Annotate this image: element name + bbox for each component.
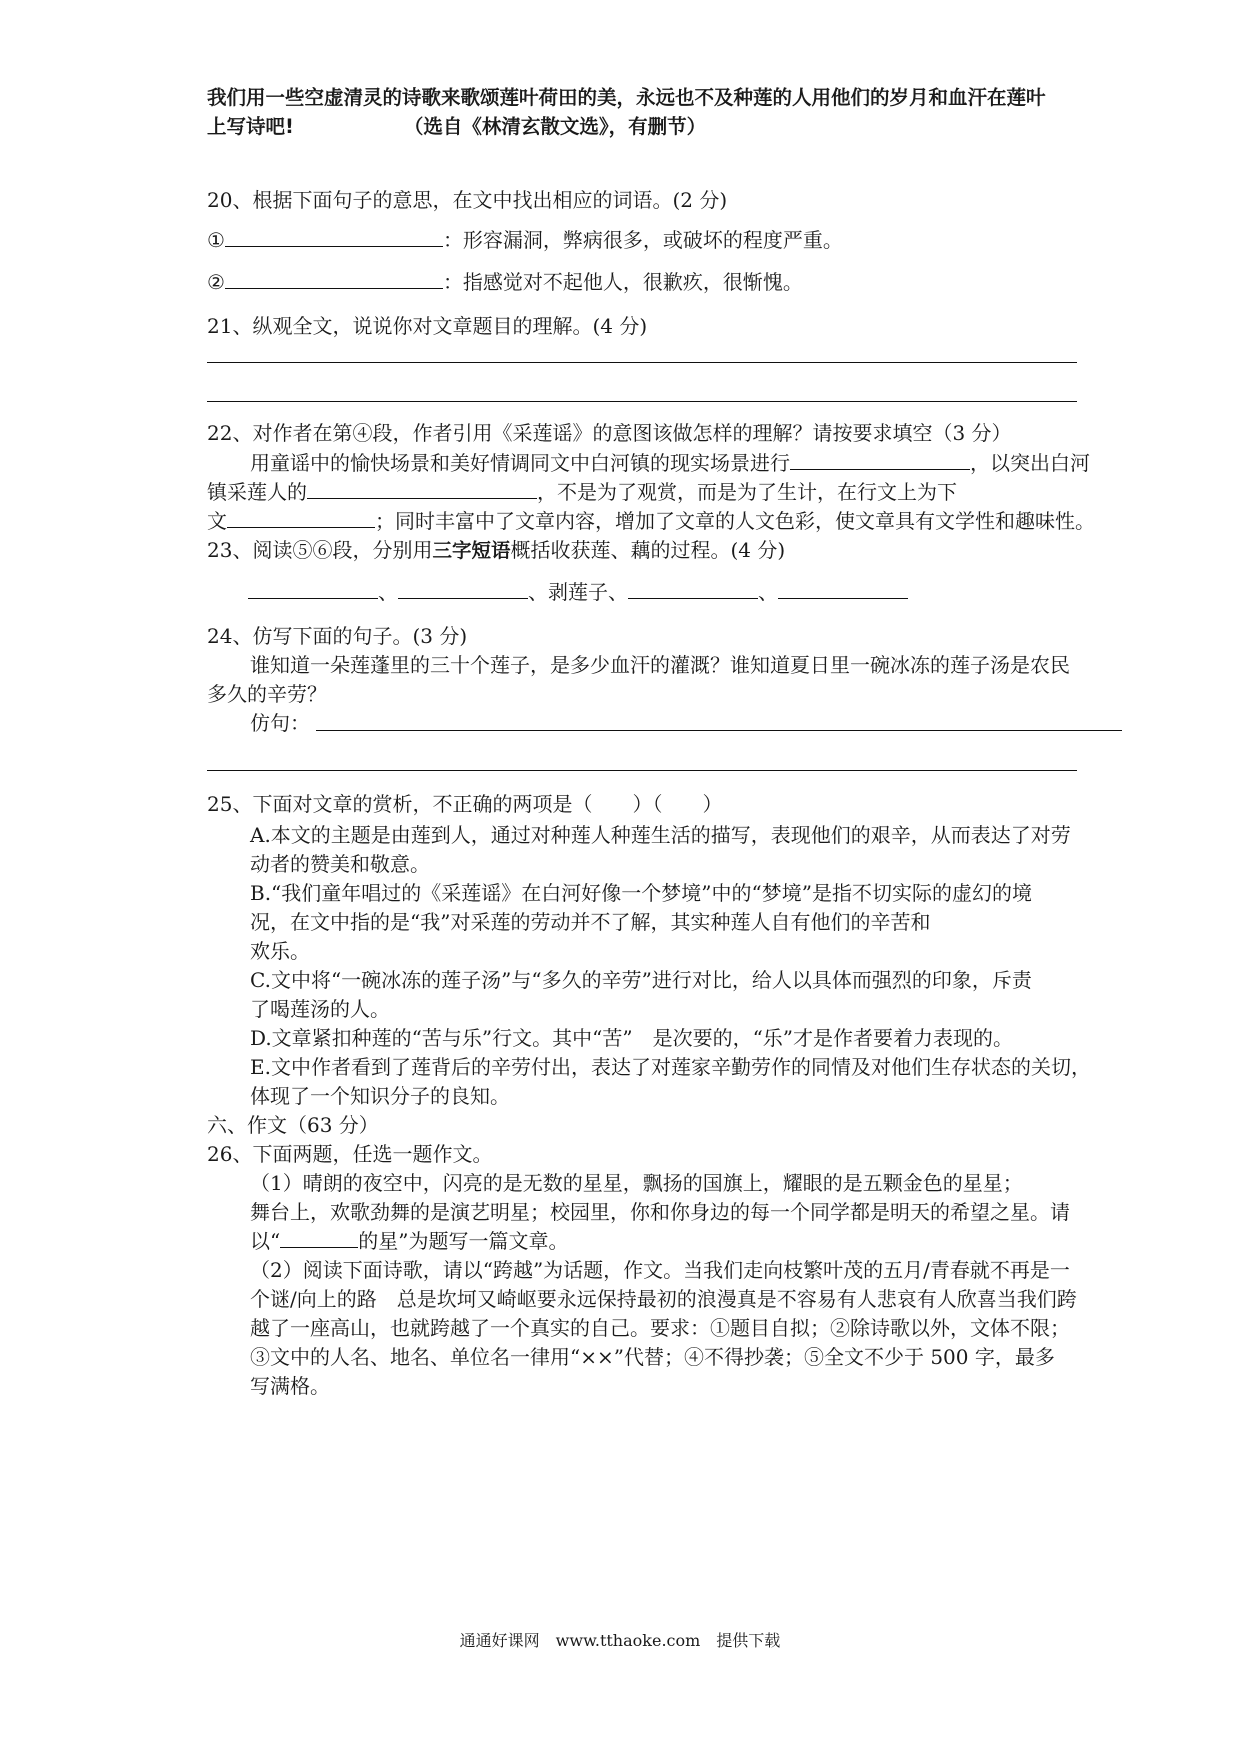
q20-item-2-def: ：指感觉对不起他人，很歉疚，很惭愧。: [442, 270, 803, 294]
section-6-title: 六、作文（63 分）: [207, 1113, 379, 1137]
q25-option-c-1: C.文中将“一碗冰冻的莲子汤”与“多久的辛劳”进行对比，给人以具体而强烈的印象，斥责: [250, 968, 1032, 992]
q25-option-b-3: 欢乐。: [250, 939, 310, 963]
q23-blank-3[interactable]: [628, 580, 758, 599]
q23-sep-3: 、: [608, 580, 628, 604]
q24-line-1: 谁知道一朵莲蓬里的三十个莲子，是多少血汗的灌溉？谁知道夏日里一碗冰冻的莲子汤是农民: [250, 653, 1070, 677]
q25-option-e-2: 体现了一个知识分子的良知。: [250, 1084, 510, 1108]
q20-item-1: [207, 226, 843, 254]
q22-text-2a: 镇采莲人的: [207, 480, 307, 504]
q23-answers: [248, 578, 908, 606]
q26-option-1-line-2: 舞台上，欢歌劲舞的是演艺明星；校园里，你和你身边的每一个同学都是明天的希望之星。请: [250, 1200, 1070, 1224]
intro-line-2: [207, 113, 706, 141]
q23-given: 剥莲子: [548, 580, 608, 604]
q25-option-b-1: B.“我们童年唱过的《采莲谣》在白河好像一个梦境”中的“梦境”是指不切实际的虚幻的境: [250, 881, 1032, 905]
q23-stem-b: 概括收获莲、藕的过程。(4 分): [510, 538, 786, 562]
intro-line-1: 我们用一些空虚清灵的诗歌来歌颂莲叶荷田的美，永远也不及种莲的人用他们的岁月和血汗在莲叶: [207, 86, 1046, 109]
q24-prompt: 仿句：: [250, 711, 310, 735]
q26-option-2-line-5: 写满格。: [250, 1374, 330, 1398]
q23-stem: [207, 536, 785, 565]
q23-blank-2[interactable]: [398, 580, 528, 599]
q26-title-suffix: 的星”为题写一篇文章。: [358, 1229, 569, 1253]
q22-text-3a: 文: [207, 509, 227, 533]
q22-blank-1[interactable]: [790, 451, 970, 470]
q24-stem: 24、仿写下面的句子。(3 分): [207, 624, 468, 648]
q26-title-prefix: 以“: [250, 1229, 281, 1253]
q25-option-e-1: E.文中作者看到了莲背后的辛劳付出，表达了对莲家辛勤劳作的同情及对他们生存状态的关切，: [250, 1055, 1091, 1079]
q22-stem: 22、对作者在第④段，作者引用《采莲谣》的意图该做怎样的理解？请按要求填空（3 分）: [207, 421, 1012, 445]
q23-sep-2: 、: [528, 580, 548, 604]
q25-option-d: D.文章紧扣种莲的“苦与乐”行文。其中“苦” 是次要的，“乐”才是作者要着力表现的。: [250, 1026, 1014, 1050]
q24-answer-line-2[interactable]: [207, 770, 1077, 771]
intro-line-2-text: 上写诗吧!: [207, 115, 294, 138]
q20-item-2-num: ②: [207, 270, 225, 294]
q20-item-1-def: ：形容漏洞，弊病很多，或破坏的程度严重。: [442, 228, 843, 252]
q23-stem-a: 23、阅读⑤⑥段，分别用: [207, 538, 433, 562]
q20-answer-blank-1[interactable]: [225, 228, 443, 247]
q25-option-b-2: 况，在文中指的是“我”对采莲的劳动并不了解，其实种莲人自有他们的辛苦和: [250, 910, 931, 934]
q21-stem: 21、纵观全文，说说你对文章题目的理解。(4 分): [207, 314, 648, 338]
q26-option-2-line-1: （2）阅读下面诗歌，请以“跨越”为话题，作文。当我们走向枝繁叶茂的五月/青春就不再是一: [250, 1258, 1070, 1282]
q26-option-2-line-2: 个谜/向上的路 总是坎坷又崎岖要永远保持最初的浪漫真是不容易有人悲哀有人欣喜当我们跨: [250, 1287, 1077, 1311]
q26-title-blank[interactable]: [280, 1229, 358, 1248]
q26-option-1-line-1: （1）晴朗的夜空中，闪亮的是无数的星星，飘扬的国旗上，耀眼的是五颗金色的星星；: [250, 1171, 1023, 1195]
q21-answer-line-2[interactable]: [207, 401, 1077, 402]
q22-para-line-2: [207, 478, 957, 506]
q22-text-3b: ；同时丰富中了文章内容，增加了文章的人文色彩，使文章具有文学性和趣味性。: [375, 509, 1095, 533]
q23-sep-1: 、: [378, 580, 398, 604]
q25-option-a-2: 动者的赞美和敬意。: [250, 852, 430, 876]
q26-option-2-line-4: ③文中的人名、地名、单位名一律用“××”代替；④不得抄袭；⑤全文不少于 500 字，最多: [250, 1345, 1055, 1369]
q23-stem-bold: 三字短语: [432, 539, 511, 562]
q22-text-1a: 用童谣中的愉快场景和美好情调同文中白河镇的现实场景进行: [250, 451, 790, 475]
q26-option-2-line-3: 越了一座高山，也就跨越了一个真实的自己。要求：①题目自拟；②除诗歌以外，文体不限；: [250, 1316, 1070, 1340]
q23-blank-4[interactable]: [778, 580, 908, 599]
q23-sep-4: 、: [758, 580, 778, 604]
q26-stem: 26、下面两题，任选一题作文。: [207, 1142, 493, 1166]
q22-text-1b: ，以突出白河: [970, 451, 1090, 475]
q20-stem: 20、根据下面句子的意思，在文中找出相应的词语。(2 分): [207, 188, 728, 212]
q26-option-1-line-3: [250, 1227, 568, 1255]
q20-item-1-num: ①: [207, 228, 225, 252]
intro-source: （选自《林清玄散文选》，有删节）: [403, 115, 707, 138]
q22-text-2b: ，不是为了观赏，而是为了生计，在行文上为下: [537, 480, 957, 504]
q25-option-c-2: 了喝莲汤的人。: [250, 997, 390, 1021]
q20-item-2: [207, 268, 803, 296]
footer-credit: 通通好课网 www.tthaoke.com 提供下载: [459, 1631, 781, 1650]
q22-blank-2[interactable]: [307, 480, 537, 499]
q20-answer-blank-2[interactable]: [225, 270, 443, 289]
q22-para-line-1: [250, 449, 1090, 477]
q24-answer-line-1[interactable]: [316, 730, 1122, 731]
q25-option-a-1: A.本文的主题是由莲到人，通过对种莲人种莲生活的描写，表现他们的艰辛，从而表达了对劳: [250, 823, 1071, 847]
q25-stem: 25、下面对文章的赏析，不正确的两项是（ ）（ ）: [207, 792, 723, 816]
q22-para-line-3: [207, 507, 1095, 535]
q21-answer-line-1[interactable]: [207, 362, 1077, 363]
q24-line-2: 多久的辛劳？: [207, 682, 327, 706]
q23-blank-1[interactable]: [248, 580, 378, 599]
q22-blank-3[interactable]: [227, 509, 375, 528]
